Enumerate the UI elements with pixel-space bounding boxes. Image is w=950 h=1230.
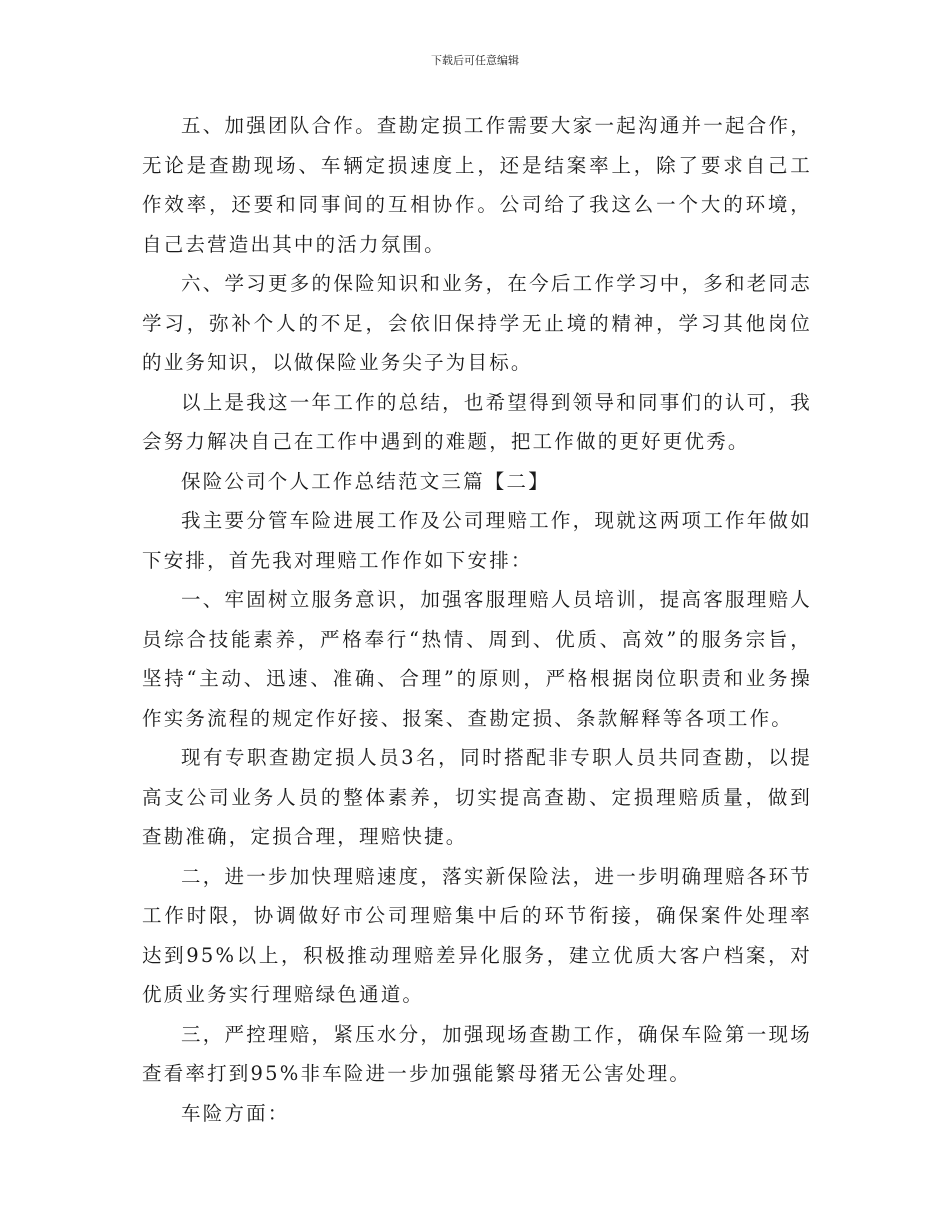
paragraph-auto-insurance: 车险方面：	[181, 1101, 290, 1125]
page-header: 下载后可任意编辑	[431, 54, 519, 67]
paragraph-claim-speed: 二，进一步加快理赔速度，落实新保险法，进一步明确理赔各环节工作时限，协调做好市公司理赔集中后的环节衔接，确保案件处理率达到95%以上，积极推动理赔差异化服务，建立优质大客户档案，对优质业务实行理赔绿色通道。	[142, 864, 812, 1006]
document-body	[142, 106, 812, 1133]
section-heading: 保险公司个人工作总结范文三篇【二】	[181, 469, 550, 493]
paragraph-service-awareness: 一、牢固树立服务意识，加强客服理赔人员培训，提高客服理赔人员综合技能素养，严格奉行“热情、周到、优质、高效”的服务宗旨，坚持“主动、迅速、准确、合理”的原则，严格根据岗位职责和业务操作实务流程的规定作好接、报案、查勘定损、条款解释等各项工作。	[142, 588, 812, 730]
paragraph-team-cooperation: 五、加强团队合作。查勘定损工作需要大家一起沟通并一起合作，无论是查勘现场、车辆定损速度上，还是结案率上，除了要求自己工作效率，还要和同事间的互相协作。公司给了我这么一个大的环境，自己去营造出其中的活力氛围。	[142, 114, 812, 256]
paragraph-staff: 现有专职查勘定损人员3名，同时搭配非专职人员共同查勘，以提高支公司业务人员的整体素养，切实提高查勘、定损理赔质量，做到查勘准确，定损合理，理赔快捷。	[142, 746, 812, 848]
paragraph-summary: 以上是我这一年工作的总结，也希望得到领导和同事们的认可，我会努力解决自己在工作中遇到的难题，把工作做的更好更优秀。	[142, 390, 812, 453]
paragraph-intro: 我主要分管车险进展工作及公司理赔工作，现就这两项工作年做如下安排，首先我对理赔工作作如下安排：	[142, 509, 812, 572]
paragraph-learning: 六、学习更多的保险知识和业务，在今后工作学习中，多和老同志学习，弥补个人的不足，会依旧保持学无止境的精神，学习其他岗位的业务知识，以做保险业务尖子为目标。	[142, 272, 812, 374]
paragraph-claim-control: 三，严控理赔，紧压水分，加强现场查勘工作，确保车险第一现场查看率打到95%非车险进一步加强能繁母猪无公害处理。	[142, 1022, 812, 1085]
